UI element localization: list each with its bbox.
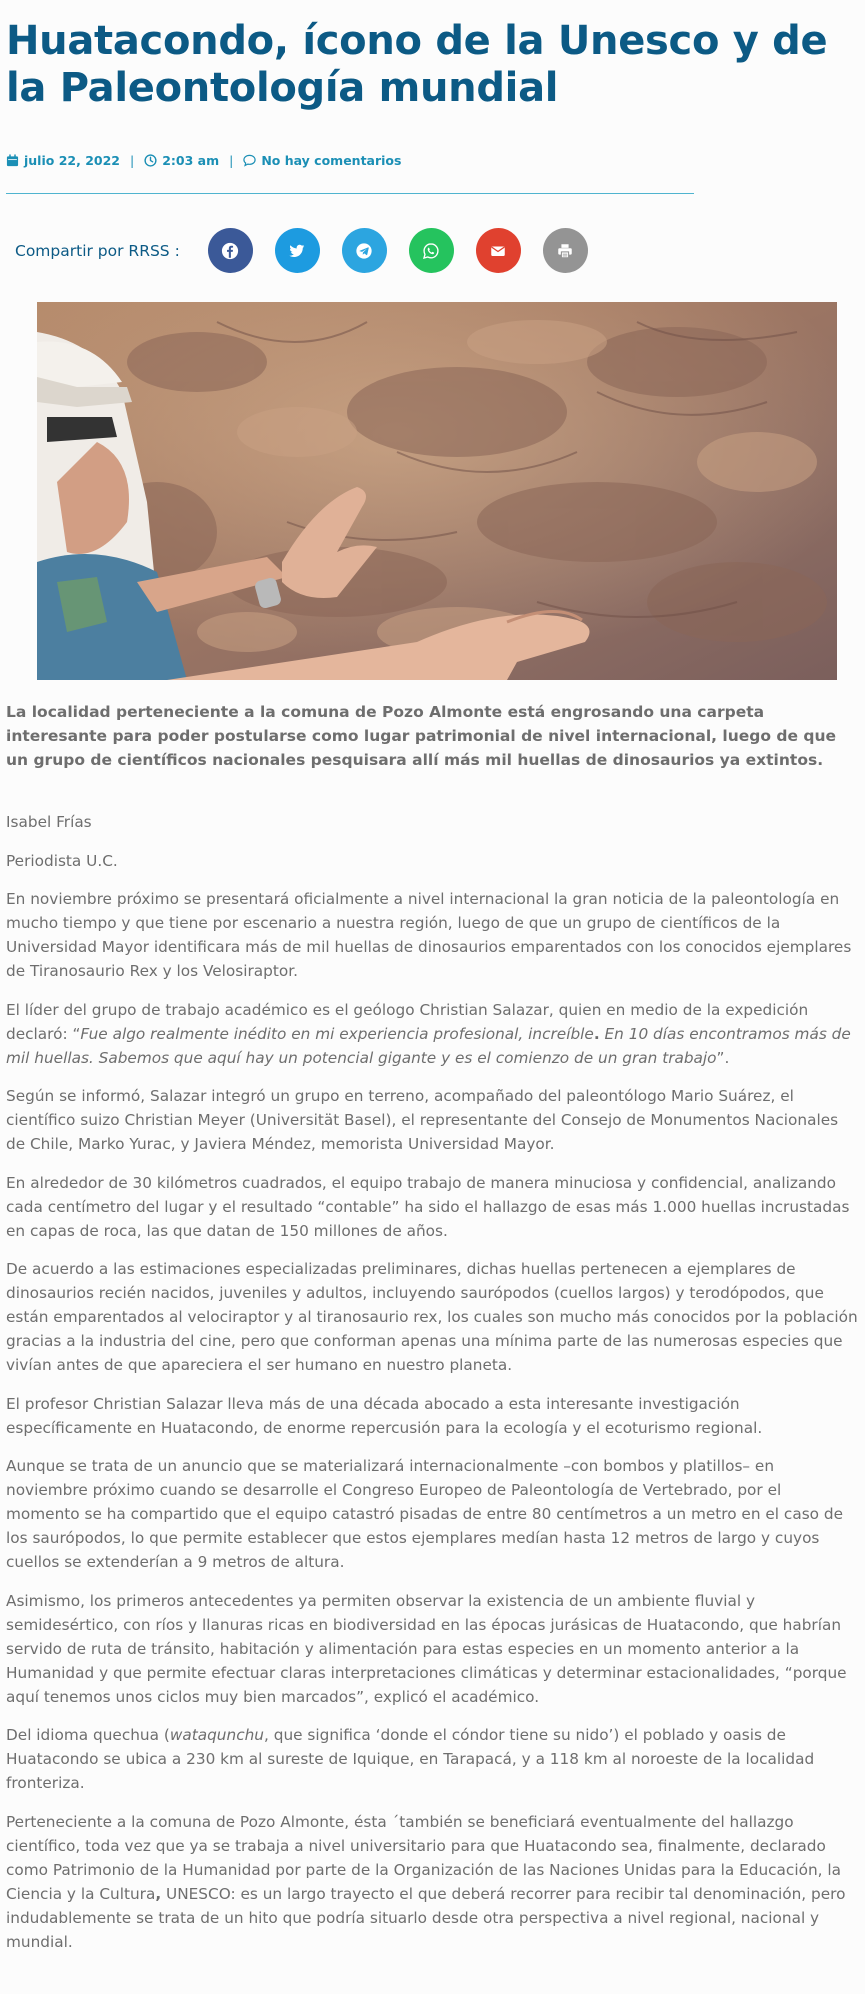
post-time-text: 2:03 am — [162, 153, 220, 168]
twitter-icon — [288, 242, 306, 260]
author-name: Isabel Frías — [6, 813, 92, 831]
post-meta — [6, 153, 401, 168]
post-date-text: julio 22, 2022 — [24, 153, 120, 168]
paragraph: Según se informó, Salazar integró un grupo en terreno, acompañado del paleontólogo Mario Suárez, el científico suizo Christian Meyer (Universität Basel), el representante del Consejo de Monumentos Nacionales de Chile, Marko Yurac, y Javiera Méndez, memorista Universidad Mayor. — [6, 1087, 839, 1153]
email-icon — [489, 242, 507, 260]
paragraph: De acuerdo a las estimaciones especializadas preliminares, dichas huellas pertenecen a ejemplares de dinosaurios recién nacidos, juveniles y adultos, incluyendo saurópodos (cuellos largos) y terodópodos, que están emparentados al velociraptor y al tiranosaurio rex, los cuales son mucho más conocidos por la población gracias a la industria del cine, pero que conforman apenas una mínima parte de las numerosas especies que vivían antes de que apareciera el ser humano en nuestro planeta. — [6, 1260, 858, 1374]
paragraph: El líder del grupo de trabajo académico es el geólogo Christian Salazar, quien en medio de la expedición declaró: “Fue algo realmente inédito en mi experiencia profesional, increíble. En 10 días encontramos más de mil huellas. Sabemos que aquí hay un potencial gigante y es el comienzo de un gran trabajo”. — [6, 1000, 851, 1067]
share-telegram-button[interactable] — [342, 228, 387, 273]
share-twitter-button[interactable] — [275, 228, 320, 273]
paragraph: Aunque se trata de un anuncio que se materializará internacionalmente –con bombos y platillos– en noviembre próximo cuando se desarrolle el Congreso Europeo de Paleontología de Vertebrado, por el momento se ha compartido que el equipo catastró pisadas de entre 80 centímetros a un metro en el caso de los saurópodos, lo que permite establecer que estos ejemplares medían hasta 12 metros de largo y cuyos cuellos se extenderían a 9 metros de altura. — [6, 1457, 844, 1571]
divider — [6, 193, 694, 194]
share-label: Compartir por RRSS : — [15, 241, 180, 260]
facebook-icon — [221, 242, 239, 260]
author-role: Periodista U.C. — [6, 851, 118, 870]
print-icon — [556, 242, 574, 260]
post-comments-text: No hay comentarios — [261, 153, 402, 168]
post-date[interactable] — [6, 153, 120, 168]
print-button[interactable] — [543, 228, 588, 273]
page-title: Huatacondo, ícono de la Unesco y de la Paleontología mundial — [6, 18, 828, 111]
meta-separator: | — [229, 153, 234, 168]
telegram-icon — [355, 242, 373, 260]
share-facebook-button[interactable] — [208, 228, 253, 273]
article-featured-image — [37, 302, 837, 680]
whatsapp-icon — [422, 242, 440, 260]
share-bar — [15, 228, 610, 273]
dinosaur-tracks-photo — [37, 302, 837, 680]
clock-icon — [144, 154, 157, 167]
share-whatsapp-button[interactable] — [409, 228, 454, 273]
paragraph: Asimismo, los primeros antecedentes ya permiten observar la existencia de un ambiente fluvial y semidesértico, con ríos y llanuras ricas en biodiversidad en las épocas jurásicas de Huatacondo, que habrían servido de ruta de tránsito, habitación y alimentación para estas especies en un momento anterior a la Humanidad y que permite efectuar claras interpretaciones climáticas y determinar estacionalidades, “porque aquí tenemos unos ciclos muy bien marcados”, explicó el académico. — [6, 1591, 847, 1706]
comment-icon — [243, 154, 256, 167]
post-comments[interactable] — [243, 153, 401, 168]
paragraph: Del idioma quechua (wataqunchu, que significa ‘donde el cóndor tiene su nido’) el poblado y oasis de Huatacondo se ubica a 230 km al sureste de Iquique, en Tarapacá, y a 118 km al noroeste de la localidad fronteriza. — [6, 1726, 815, 1792]
meta-separator: | — [129, 153, 135, 168]
paragraph: El profesor Christian Salazar lleva más de una década abocado a esta interesante investigación específicamente en Huatacondo, de enorme repercusión para la ecología y el ecoturismo regional. — [6, 1394, 763, 1437]
share-email-button[interactable] — [476, 228, 521, 273]
paragraph: En alrededor de 30 kilómetros cuadrados, el equipo trabajo de manera minuciosa y confidencial, analizando cada centímetro del lugar y el resultado “contable” ha sido el hallazgo de esas más 1.000 huellas incrustadas en capas de roca, las que datan de 150 millones de años. — [6, 1173, 850, 1240]
article-lead: La localidad perteneciente a la comuna de Pozo Almonte está engrosando una carpeta interesante para poder postularse como lugar patrimonial de nivel internacional, luego de que un grupo de científicos nacionales pesquisara allí más mil huellas de dinosaurios ya extintos. — [6, 703, 837, 769]
paragraph: En noviembre próximo se presentará oficialmente a nivel internacional la gran noticia de la paleontología en mucho tiempo y que tiene por escenario a nuestra región, luego de que un grupo de científicos de la Universidad Mayor identificara más de mil huellas de dinosaurios emparentados con los conocidos ejemplares de Tiranosaurio Rex y los Velosiraptor. — [6, 890, 852, 980]
calendar-icon — [6, 154, 19, 167]
post-time — [144, 153, 219, 168]
article-body — [6, 810, 858, 1968]
paragraph: Perteneciente a la comuna de Pozo Almonte, ésta ´también se beneficiará eventualmente del hallazgo científico, toda vez que ya se trabaja a nivel universitario para que Huatacondo sea, finalmente, declarado como Patrimonio de la Humanidad por parte de la Organización de las Naciones Unidas para la Educación, la Ciencia y la Cultura, UNESCO: es un largo trayecto el que deberá recorrer para recibir tal denominación, pero indudablemente se trata de un hito que podría situarlo desde otra perspectiva a nivel regional, nacional y mundial. — [6, 1812, 846, 1951]
